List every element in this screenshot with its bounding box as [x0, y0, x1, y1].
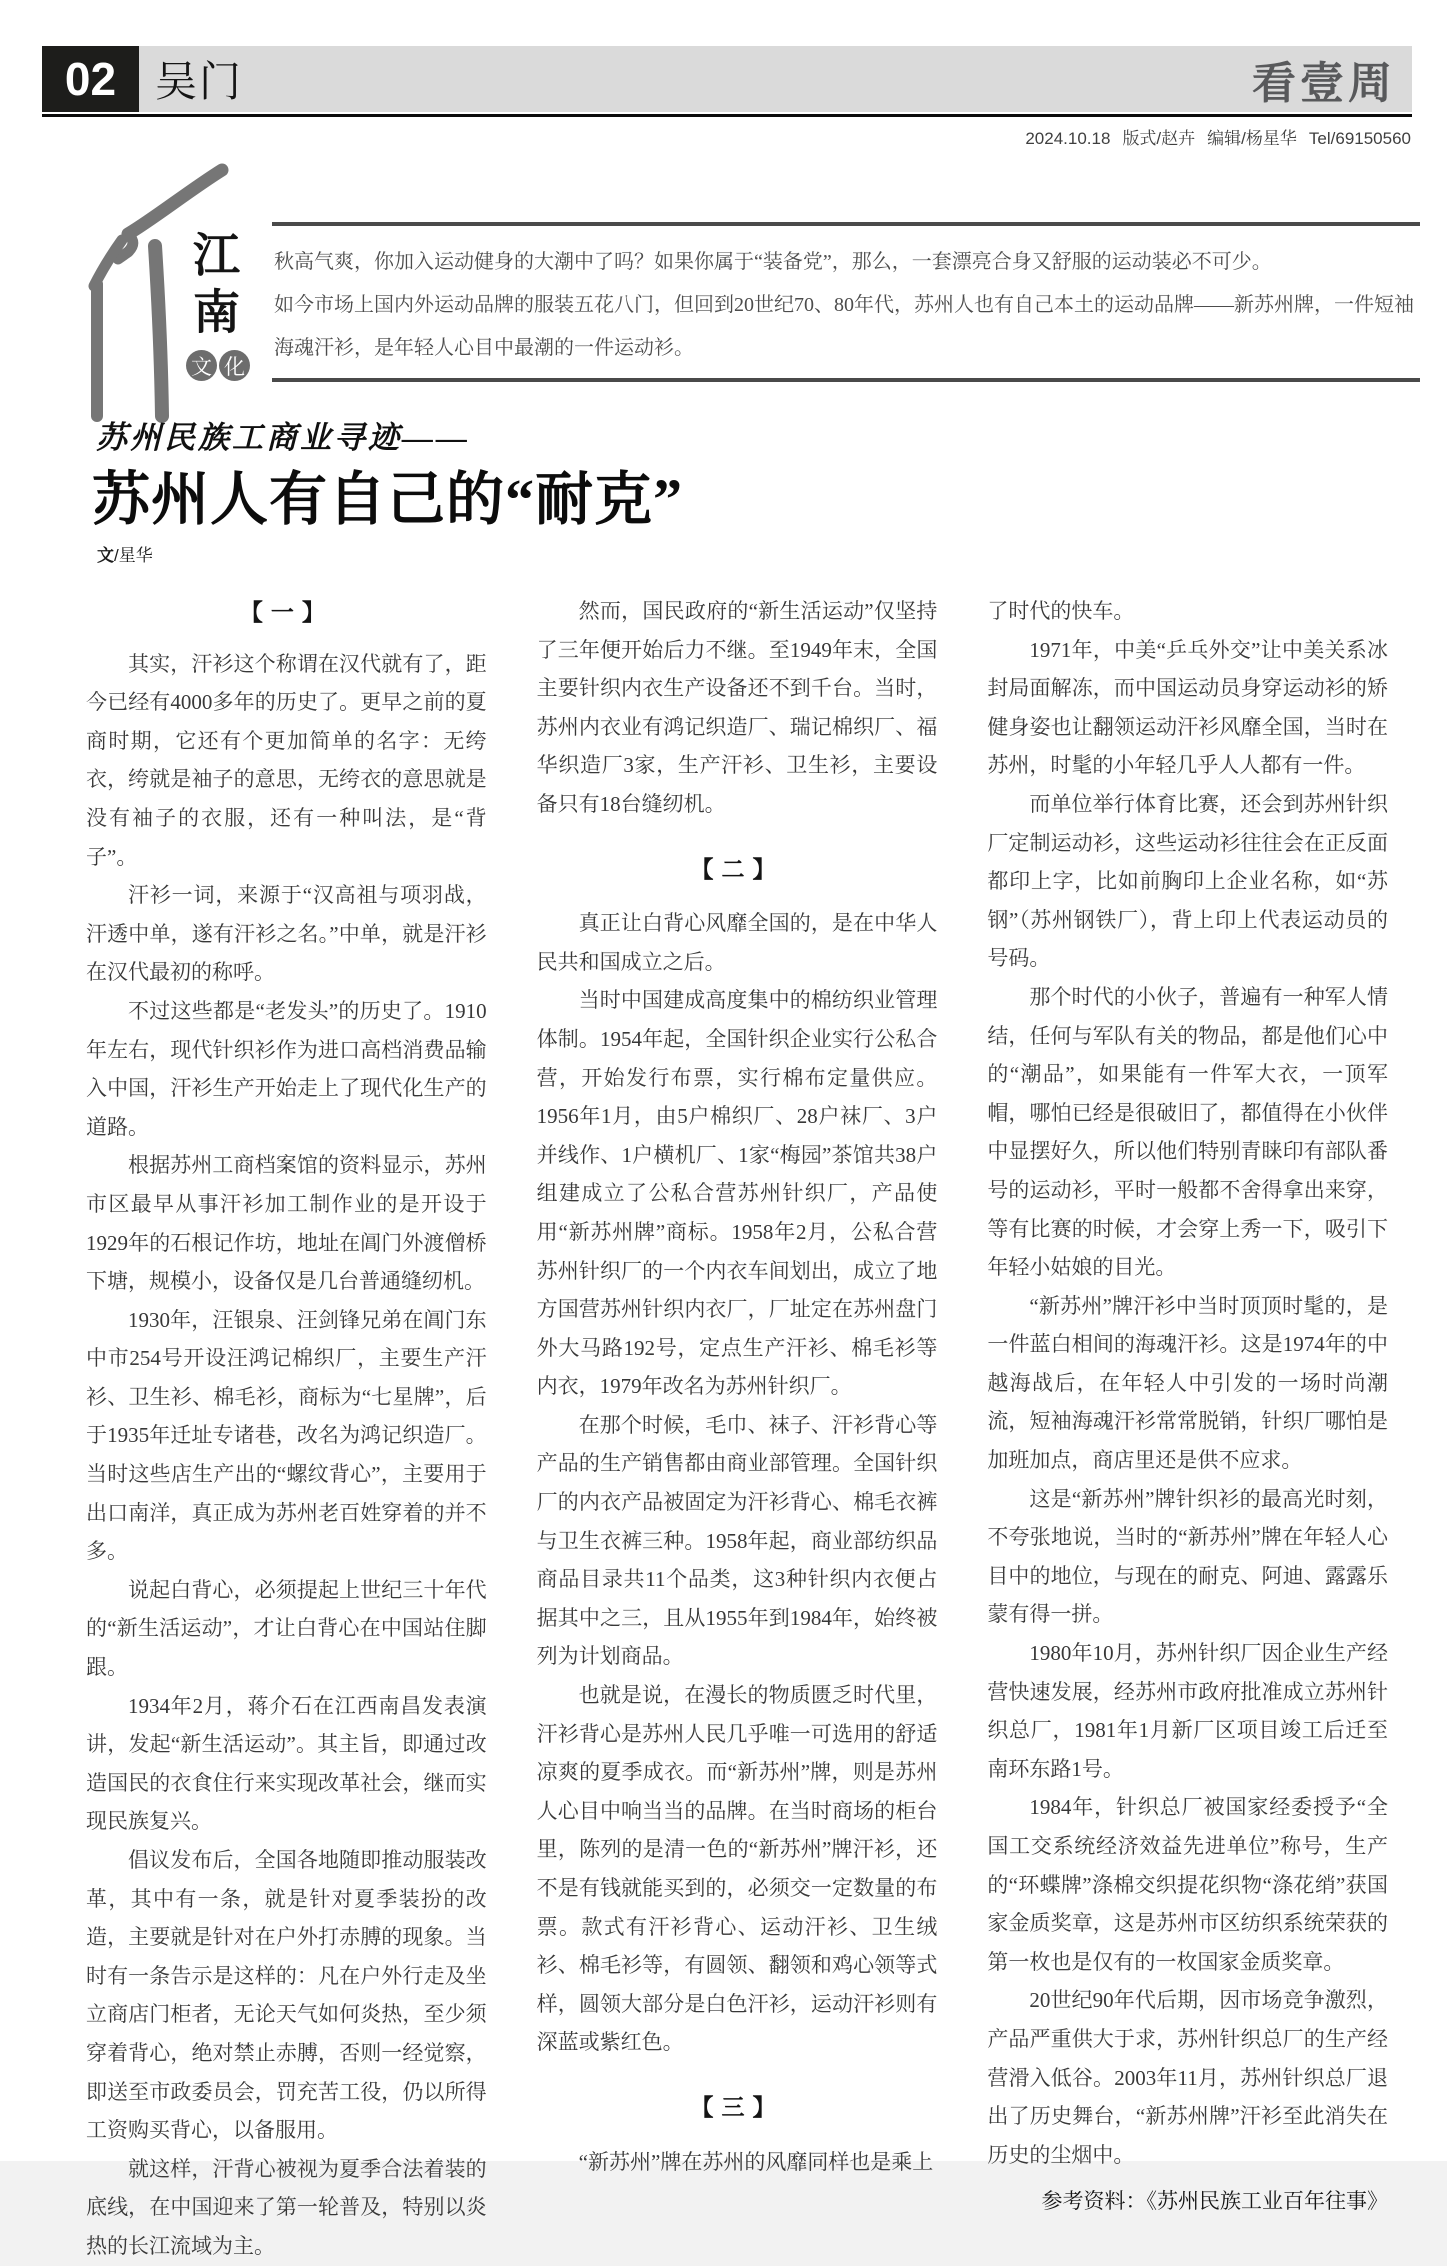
section-heading: 【一】: [239, 600, 333, 625]
paragraph: 其实，汗衫这个称谓在汉代就有了，距今已经有4000多年的历史了。更早之前的夏商时期，它还有个更加简单的名字：无绔衣，绔就是袖子的意思，无绔衣的意思就是没有袖子的衣服，还有一种叫法，是“背子”。: [86, 651, 487, 869]
section-heading: 【二】: [690, 856, 784, 882]
paragraph: 真正让白背心风靡全国的，是在中华人民共和国成立之后。: [536, 911, 938, 974]
section-bar: [139, 46, 1412, 112]
paragraph: 根据苏州工商档案馆的资料显示，苏州市区最早从事汗衫加工制作业的是开设于1929年的石根记作坊，地址在阊门外渡僧桥下塘，规模小，设备仅是几台普通缝纫机。: [86, 1153, 487, 1294]
paragraph: 然而，国民政府的“新生活运动”仅坚持了三年便开始后力不继。至1949年末，全国主要针织内衣生产设备还不到千台。当时，苏州内衣业有鸿记织造厂、瑞记棉织厂、福华织造厂3家，生产汗衫、卫生衫，主要设备只有18台缝纫机。: [536, 599, 938, 816]
dateline-layout-credit: 版式/赵卉: [1122, 129, 1196, 148]
paragraph: 说起白背心，必须提起上世纪三十年代的“新生活运动”，才让白背心在中国站住脚跟。: [86, 1577, 487, 1680]
top-bar: [42, 46, 1412, 112]
paragraph: 倡议发布后，全国各地随即推动服装改革，其中有一条，就是针对夏季装扮的改造，主要就是针对在户外打赤膊的现象。当时有一条告示是这样的：凡在户外行走及坐立商店门柜者，无论天气如何炎热，至少须穿着背心，绝对禁止赤膊，否则一经觉察，即送至市政委员会，罚充苦工役，仍以所得工资购买背心，以备服用。: [86, 1848, 487, 2143]
paragraph: 了时代的快车。: [987, 599, 1135, 623]
newspaper-brand-logo: 看壹周: [1252, 59, 1396, 108]
byline-name: /星华: [114, 546, 153, 565]
logo-badges: [186, 350, 250, 381]
standfirst-line: 如今市场上国内外运动品牌的服装五花八门，但回到20世纪70、80年代，苏州人也有自己本土的运动品牌——新苏州牌，一件短袖海魂汗衫，是年轻人心目中最潮的一件运动衫。: [274, 294, 1414, 359]
page-number: 02: [42, 46, 139, 112]
paragraph: 那个时代的小伙子，普遍有一种军人情结，任何与军队有关的物品，都是他们心中的“潮品”，如果能有一件军大衣，一顶军帽，哪怕已经是很破旧了，都值得在小伙伴中显摆好久，所以他们特别青睐印有部队番号的运动衫，平时一般都不舍得拿出来穿，等有比赛的时候，才会穿上秀一下，吸引下年轻小姑娘的目光。: [987, 984, 1389, 1280]
paragraph: 1934年2月，蒋介石在江西南昌发表演讲，发起“新生活运动”。其主旨，即通过改造国民的衣食住行来实现改革社会，继而实现民族复兴。: [86, 1693, 487, 1834]
paragraph: 就这样，汗背心被视为夏季合法着装的底线，在中国迎来了第一轮普及，特别以炎热的长江流域为主。: [86, 2156, 487, 2258]
logo-vertical-title: 江南: [187, 230, 240, 344]
logo-badge-hua: 化: [219, 350, 250, 381]
reference-note: 参考资料：《苏州民族工业百年往事》: [1041, 2189, 1389, 2214]
standfirst-line: 秋高气爽，你加入运动健身的大潮中了吗？如果你属于“装备党”，那么，一套漂亮合身又舒服的运动装必不可少。: [274, 251, 1272, 273]
paragraph: 在那个时候，毛巾、袜子、汗衫背心等产品的生产销售都由商业部管理。全国针织厂的内衣产品被固定为汗衫背心、棉毛衣裤与卫生衣裤三种。1958年起，商业部纺织品商品目录共11个品类，这3种针织内衣便占据其中之三，且从1955年到1984年，始终被列为计划商品。: [536, 1412, 938, 1669]
standfirst: [272, 222, 1420, 382]
jiangnan-culture-logo: [70, 128, 260, 413]
article-columns: [86, 592, 1388, 2266]
paragraph: 这是“新苏州”牌针织衫的最高光时刻，不夸张地说，当时的“新苏州”牌在年轻人心目中的地位，与现在的耐克、阿迪、露露乐蒙有得一拼。: [987, 1486, 1389, 1627]
paragraph: 而单位举行体育比赛，还会到苏州针织厂定制运动衫，这些运动衫往往会在正反面都印上字，比如前胸印上企业名称，如“苏钢”（苏州钢铁厂），背上印上代表运动员的号码。: [987, 791, 1389, 971]
paragraph: 20世纪90年代后期，因市场竞争激烈，产品严重供大于求，苏州针织总厂的生产经营滑入低谷。2003年11月，苏州针织总厂退出了历史舞台，“新苏州牌”汗衫至此消失在历史的尘烟中。: [987, 1988, 1389, 2167]
logo-badge-wen: 文: [186, 350, 217, 381]
dateline-tel: Tel/69150560: [1308, 129, 1411, 148]
section-heading: 【三】: [690, 2094, 784, 2120]
byline-label: 文: [97, 546, 114, 565]
header-rule: [42, 114, 1412, 117]
paragraph: 1930年，汪银泉、汪剑锋兄弟在阊门东中市254号开设汪鸿记棉织厂，主要生产汗衫、卫生衫、棉毛衫，商标为“七星牌”，后于1935年迁址专诸巷，改名为鸿记织造厂。当时这些店生产出的“螺纹背心”，主要用于出口南洋，真正成为苏州老百姓穿着的并不多。: [86, 1307, 487, 1564]
article-column-1: [86, 592, 487, 2266]
paragraph: “新苏州”牌在苏州的风靡同样也是乘上: [578, 2149, 934, 2174]
paragraph: 1980年10月，苏州针织厂因企业生产经营快速发展，经苏州市政府批准成立苏州针织总厂，1981年1月新厂区项目竣工后迁至南环东路1号。: [987, 1641, 1389, 1781]
paragraph: 也就是说，在漫长的物质匮乏时代里，汗衫背心是苏州人民几乎唯一可选用的舒适凉爽的夏季成衣。而“新苏州”牌，则是苏州人心目中响当当的品牌。在当时商场的柜台里，陈列的是清一色的“新苏州”牌汗衫，还不是有钱就能买到的，必须交一定数量的布票。款式有汗衫背心、运动汗衫、卫生绒衫、棉毛衫等，有圆领、翻领和鸡心领等式样，圆领大部分是白色汗衫，运动汗衫则有深蓝或紫红色。: [536, 1683, 938, 2055]
paragraph: 汗衫一词，来源于“汉高祖与项羽战，汗透中单，遂有汗衫之名。”中单，就是汗衫在汉代最初的称呼。: [86, 883, 487, 985]
paragraph: 1971年，中美“乒乓外交”让中美关系冰封局面解冻，而中国运动员身穿运动衫的矫健身姿也让翻领运动汗衫风靡全国，当时在苏州，时髦的小年轻几乎人人都有一件。: [987, 637, 1389, 778]
article-column-2: [537, 592, 938, 2266]
article-column-3: [987, 592, 1388, 2266]
paragraph: 1984年，针织总厂被国家经委授予“全国工交系统经济效益先进单位”称号，生产的“环蝶牌”涤棉交织提花织物“涤花绡”获国家金质奖章，这是苏州市区纺织系统荣获的第一枚也是仅有的一枚国家金质奖章。: [987, 1795, 1389, 1974]
paragraph: 不过这些都是“老发头”的历史了。1910年左右，现代针织衫作为进口高档消费品输入中国，汗衫生产开始走上了现代化生产的道路。: [86, 998, 487, 1139]
dateline-editor-credit: 编辑/杨星华: [1207, 129, 1297, 148]
paragraph: 当时中国建成高度集中的棉纺织业管理体制。1954年起，全国针织企业实行公私合营，开始发行布票，实行棉布定量供应。1956年1月，由5户棉织厂、28户袜厂、3户并线作、1户横机厂、1家“梅园”茶馆共38户组建成立了公私合营苏州针织厂，产品使用“新苏州牌”商标。1958年2月，公私合营苏州针织厂的一个内衣车间划出，成立了地方国营苏州针织内衣厂，厂址定在苏州盘门外大马路192号，定点生产汗衫、棉毛衫等内衣，1979年改名为苏州针织厂。: [536, 988, 938, 1399]
paragraph: “新苏州”牌汗衫中当时顶顶时髦的，是一件蓝白相间的海魂汗衫。这是1974年的中越海战后，在年轻人中引发的一场时尚潮流，短袖海魂汗衫常常脱销，针织厂哪怕是加班加点，商店里还是供不应求。: [987, 1293, 1389, 1473]
dateline: [1013, 124, 1411, 149]
byline: [97, 541, 153, 566]
dateline-date: 2024.10.18: [1025, 129, 1111, 148]
page-title: 苏州人有自己的“耐克”: [92, 467, 684, 532]
section-name: 吴门: [155, 58, 244, 105]
headline-kicker: 苏州民族工商业寻迹——: [96, 420, 470, 455]
